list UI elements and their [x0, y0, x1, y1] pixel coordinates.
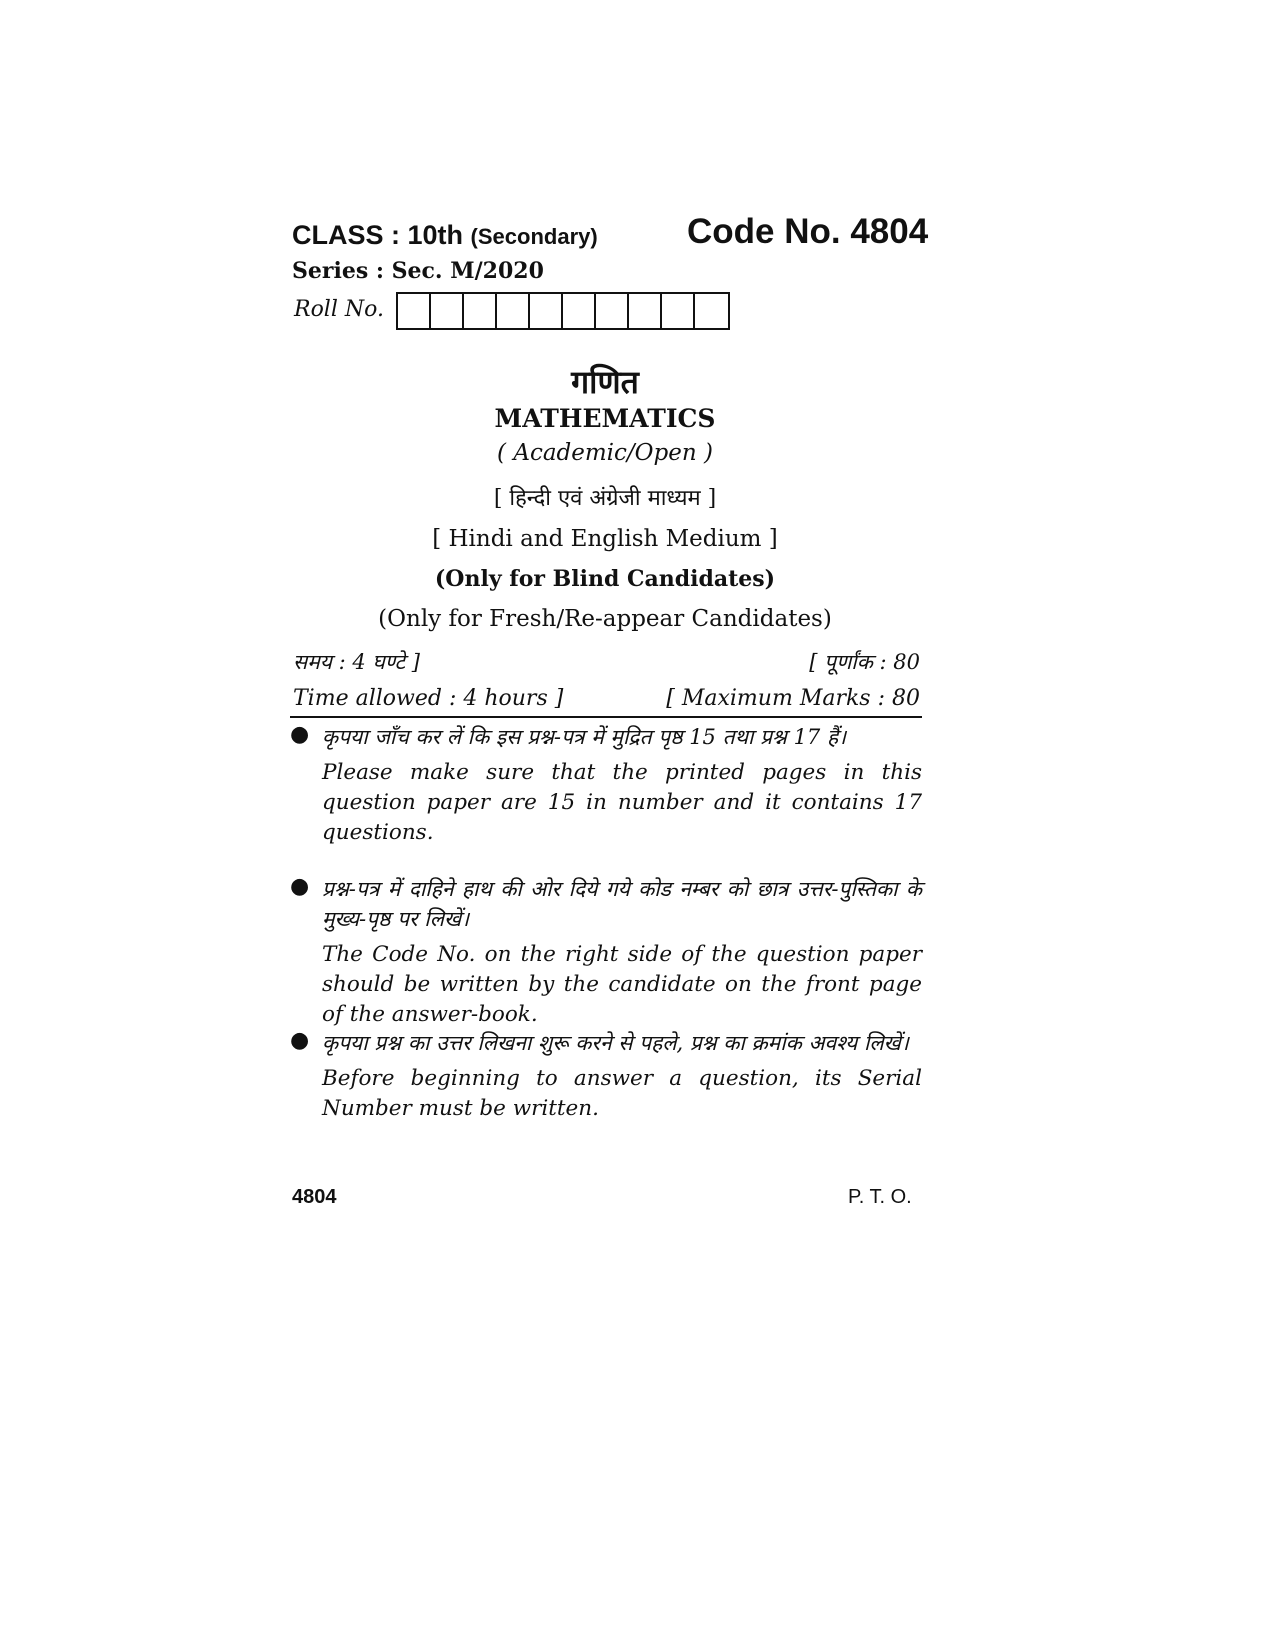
marks-hindi: [ पूर्णांक : 80	[809, 650, 920, 674]
medium-hindi: [ हिन्दी एवं अंग्रेजी माध्यम ]	[493, 486, 717, 511]
instruction-item	[290, 1028, 922, 1124]
roll-box	[431, 294, 464, 328]
subject-title: MATHEMATICS	[494, 404, 716, 433]
instruction-hindi: कृपया जाँच कर लें कि इस प्रश्न-पत्र में मुद्रित पृष्ठ 15 तथा प्रश्न 17 हैं।	[322, 725, 847, 749]
instruction-english: Before beginning to answer a question, its Serial Number must be written.	[322, 1066, 922, 1121]
bullet-icon: ●	[290, 874, 310, 899]
class-sub: (Secondary)	[470, 224, 598, 249]
roll-box	[464, 294, 497, 328]
roll-box	[497, 294, 530, 328]
roll-number-label: Roll No.	[294, 297, 384, 322]
divider	[290, 716, 922, 718]
roll-box	[563, 294, 596, 328]
roll-box	[629, 294, 662, 328]
roll-box	[530, 294, 563, 328]
time-marks-english	[293, 686, 920, 711]
code-number: Code No. 4804	[687, 212, 929, 251]
time-hindi: समय : 4 घण्टे ]	[293, 650, 421, 674]
paper-type: ( Academic/Open )	[497, 440, 713, 466]
instruction-english: The Code No. on the right side of the question paper should be written by the candidate on the front page of the answer-book.	[322, 942, 922, 1027]
roll-box	[695, 294, 728, 328]
marks-english: [ Maximum Marks : 80	[666, 686, 920, 711]
subject-title-hindi: गणित	[571, 363, 639, 401]
roll-box	[596, 294, 629, 328]
class-heading	[292, 220, 598, 251]
instruction-item	[290, 722, 922, 848]
roll-box	[662, 294, 695, 328]
instruction-item	[290, 874, 922, 1030]
pto-label: P. T. O.	[848, 1186, 912, 1208]
instruction-hindi: प्रश्न-पत्र में दाहिने हाथ की ओर दिये गये कोड नम्बर को छात्र उत्तर-पुस्तिका के मुख्य-पृष्ठ पर लिखें।	[322, 877, 922, 931]
roll-number-boxes	[396, 292, 730, 330]
class-label: CLASS : 10th	[292, 220, 464, 250]
fresh-candidates-note: (Only for Fresh/Re-appear Candidates)	[378, 606, 832, 632]
time-english: Time allowed : 4 hours ]	[293, 686, 564, 711]
bullet-icon: ●	[290, 1028, 310, 1053]
time-marks-hindi	[293, 648, 920, 676]
roll-box	[398, 294, 431, 328]
bullet-icon: ●	[290, 722, 310, 747]
medium-english: [ Hindi and English Medium ]	[432, 526, 778, 552]
instruction-english: Please make sure that the printed pages in this question paper are 15 in number and it contains 17 questions.	[322, 760, 922, 845]
blind-candidates-note: (Only for Blind Candidates)	[434, 566, 776, 592]
page-code: 4804	[292, 1186, 337, 1208]
instruction-hindi: कृपया प्रश्न का उत्तर लिखना शुरू करने से पहले, प्रश्न का क्रमांक अवश्य लिखें।	[322, 1031, 909, 1055]
series-label: Series : Sec. M/2020	[292, 258, 544, 284]
